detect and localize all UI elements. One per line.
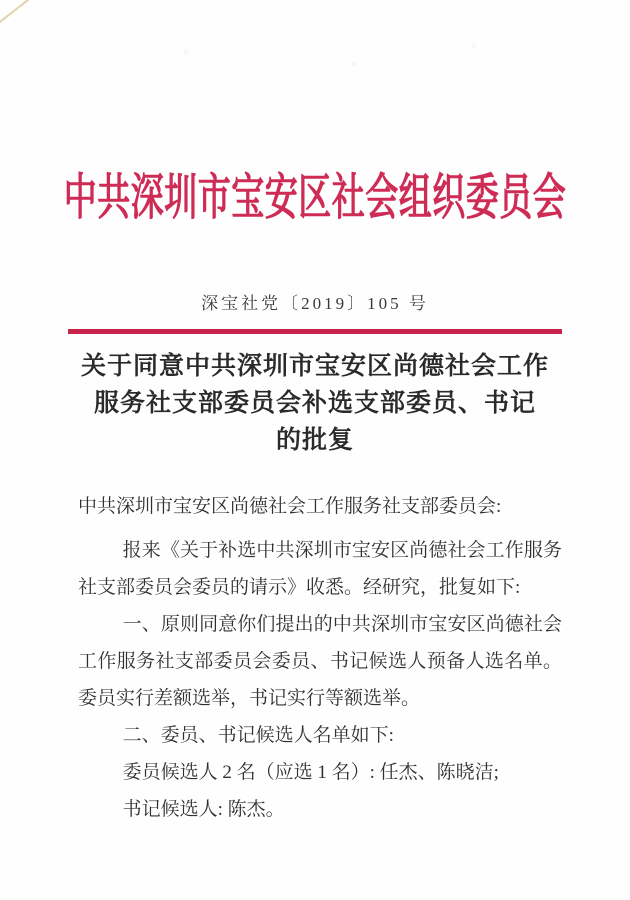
letterhead-org-name-text: 中共深圳市宝安区社会组织委员会 (63, 171, 567, 226)
red-separator-line (68, 329, 562, 334)
body-paragraph: 报来《关于补选中共深圳市宝安区尚德社会工作服务社支部委员会委员的请示》收悉。经研究，批复如下: (78, 540, 562, 598)
document-title-line-2: 服务社支部委员会补选支部委员、书记 (93, 390, 536, 417)
scan-noise (90, 28, 570, 88)
document-title-line-3: 的批复 (275, 427, 354, 454)
salutation: 中共深圳市宝安区尚德社会工作服务社支部委员会: (78, 496, 502, 517)
body-paragraph: 委员候选人 2 名（应选 1 名）: 任杰、陈晓洁; (122, 762, 499, 783)
body-paragraph: 一、原则同意你们提出的中共深圳市宝安区尚德社会工作服务社支部委员会委员、书记候选人预备人选名单。委员实行差额选举，书记实行等额选举。 (78, 614, 562, 709)
scan-corner-artifact (0, 0, 29, 29)
body-paragraph: 二、委员、书记候选人名单如下: (122, 725, 394, 746)
body-paragraph: 书记候选人: 陈杰。 (122, 799, 285, 820)
document-number: 深宝社党〔2019〕105 号 (201, 294, 429, 313)
letterhead-org-name (0, 170, 630, 226)
document-title-line-1: 关于同意中共深圳市宝安区尚德社会工作 (80, 353, 549, 380)
document-title (45, 348, 585, 459)
document-body (78, 488, 562, 828)
